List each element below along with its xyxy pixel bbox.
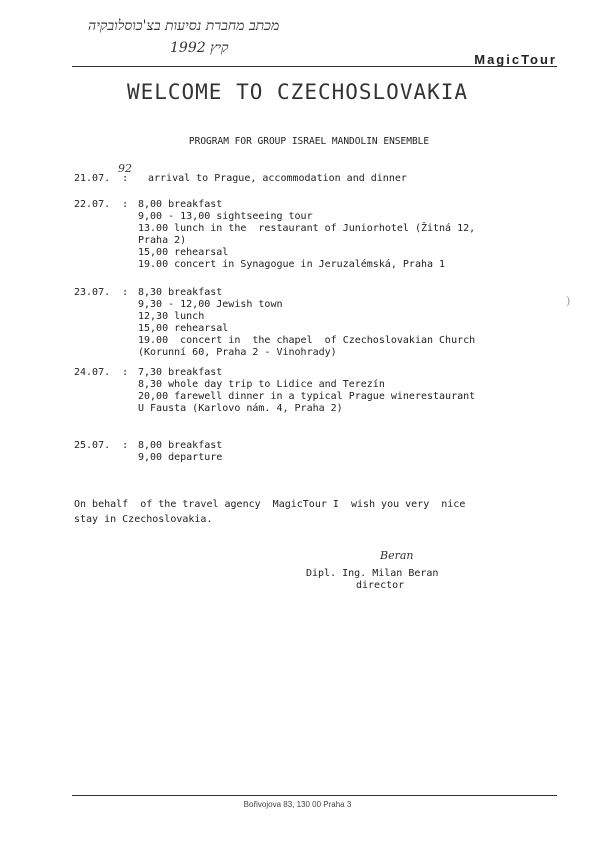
schedule-item: 9,30 - 12,00 Jewish town	[138, 299, 283, 310]
schedule-item: arrival to Prague, accommodation and dinner	[148, 173, 407, 184]
page-title: WELCOME TO CZECHOSLOVAKIA	[126, 80, 469, 104]
closing-line: On behalf of the travel agency MagicTour I wish you very nice	[74, 499, 466, 510]
day-date: 23.07. :	[74, 287, 129, 298]
schedule-item: 9,00 - 13,00 sightseeing tour	[138, 211, 313, 222]
day-entry	[74, 162, 554, 185]
day-date: 22.07. :	[74, 199, 129, 210]
closing-paragraph	[74, 497, 554, 527]
day-entry	[74, 287, 554, 359]
schedule-item: 15,00 rehearsal	[138, 323, 229, 334]
letterhead-rule	[72, 66, 557, 67]
handwritten-note-hebrew: מכתב מחברת נסיעות בצ'כוסלובקיה	[88, 18, 280, 34]
schedule-item: 19.00 concert in the chapel of Czechoslovakian Church	[138, 335, 476, 346]
day-entry	[74, 199, 554, 271]
schedule-item: 9,00 departure	[138, 452, 223, 463]
schedule-item: 8,30 whole day trip to Lidice and Terezín	[138, 379, 385, 390]
schedule-item: 20,00 farewell dinner in a typical Prague winerestaurant	[138, 391, 476, 402]
schedule-item: U Fausta (Karlovo nám. 4, Praha 2)	[138, 403, 343, 414]
closing-line: stay in Czechoslovakia.	[74, 514, 213, 525]
footer-address: Bořivojova 83, 130 00 Praha 3	[243, 800, 352, 809]
footer-rule	[72, 795, 557, 796]
program-subtitle: PROGRAM FOR GROUP ISRAEL MANDOLIN ENSEMBLE	[188, 136, 430, 147]
schedule-item: 8,30 breakfast	[138, 287, 223, 298]
schedule-item: 19.00 concert in Synagogue in Jeruzalémská, Praha 1	[138, 259, 446, 270]
signer-name: Dipl. Ing. Milan Beran	[306, 568, 439, 579]
day-date: 21.07. :	[74, 173, 129, 184]
schedule-item: 15,00 rehearsal	[138, 247, 229, 258]
handwritten-note-year: 1992 קיץ	[170, 40, 229, 56]
schedule-item: 7,30 breakfast	[138, 367, 223, 378]
day-entry	[74, 440, 554, 464]
punch-hole-mark: )	[566, 293, 570, 307]
schedule-item: 8,00 breakfast	[138, 199, 223, 210]
schedule-item: 8,00 breakfast	[138, 440, 223, 451]
schedule-item: 12,30 lunch	[138, 311, 205, 322]
handwritten-signature: Beran	[380, 549, 414, 562]
day-date: 25.07. :	[74, 440, 129, 451]
signer-role: director	[356, 580, 405, 591]
day-date: 24.07. :	[74, 367, 129, 378]
letterhead-brand: MagicTour	[474, 52, 557, 67]
day-entry	[74, 367, 554, 415]
schedule-item: (Korunní 60, Praha 2 - Vinohrady)	[138, 347, 337, 358]
schedule-item: Praha 2)	[138, 235, 187, 246]
handwritten-year-note: 92	[118, 162, 132, 175]
schedule-item: 13.00 lunch in the restaurant of Juniorhotel (Žitná 12,	[138, 223, 476, 234]
